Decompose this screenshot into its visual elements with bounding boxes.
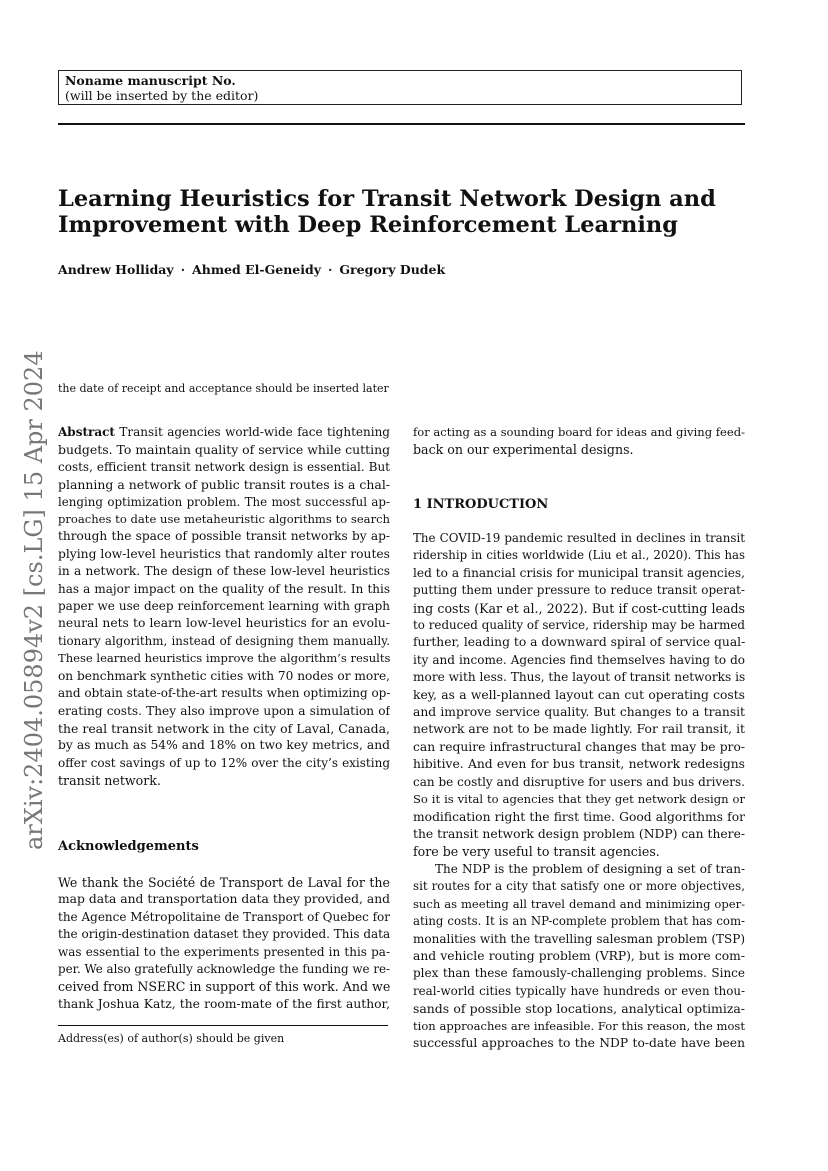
receipt-note: the date of receipt and acceptance should be inserted later: [58, 382, 389, 395]
acknowledgements-block: [58, 874, 390, 1013]
body-line: the transit network design problem (NDP) can there-: [413, 826, 745, 841]
body-line: ing costs (Kar et al., 2022). But if cost-cutting leads: [413, 600, 745, 616]
abstract-line: in a network. The design of these low-level heuristics: [58, 564, 390, 579]
author-name: Ahmed El-Geneidy: [192, 262, 321, 277]
body-line: led to a financial crisis for municipal transit agencies,: [413, 565, 745, 580]
abstract-line: tionary algorithm, instead of designing them manually.: [58, 633, 390, 648]
acknowledgements-line: ceived from NSERC in support of this work. And we: [58, 979, 390, 995]
body-line: key, as a well-planned layout can cut operating costs: [413, 687, 745, 702]
body-line: more with less. Thus, the layout of transit networks is: [413, 670, 745, 685]
body-line: putting them under pressure to reduce transit operat-: [413, 583, 745, 598]
introduction-paragraph-2: [413, 861, 745, 1052]
abstract-line: and obtain state-of-the-art results when optimizing op-: [58, 686, 390, 701]
abstract-line: Transit agencies world-wide face tightening: [119, 425, 390, 439]
manuscript-number-label: Noname manuscript No.: [65, 73, 236, 88]
body-line: The NDP is the problem of designing a set of tran-: [435, 862, 745, 876]
abstract-line: plying low-level heuristics that randomly alter routes: [58, 546, 390, 561]
abstract-block: [58, 424, 390, 790]
abstract-line: These learned heuristics improve the algorithm’s results: [58, 651, 390, 666]
abstract-line: transit network.: [58, 773, 161, 789]
section-heading-introduction: 1 INTRODUCTION: [413, 497, 549, 512]
abstract-line: has a major impact on the quality of the result. In this: [58, 581, 390, 596]
footnote-address: Address(es) of author(s) should be given: [58, 1032, 285, 1045]
abstract-line: lenging optimization problem. The most successful ap-: [58, 494, 390, 509]
acknowledgements-line: We thank the Société de Transport de Laval for the: [58, 875, 390, 890]
body-line: modification right the first time. Good algorithms for: [413, 809, 745, 824]
acknowledgements-line: the origin-destination dataset they provided. This data: [58, 927, 390, 942]
body-line: and vehicle routing problem (VRP), but is more com-: [413, 949, 745, 964]
abstract-line: proaches to date use metaheuristic algorithms to search: [58, 512, 390, 527]
body-line: sands of possible stop locations, analytical optimiza-: [413, 1001, 745, 1017]
author-name: Andrew Holliday: [58, 262, 174, 277]
abstract-line: neural nets to learn low-level heuristics for an evolu-: [58, 616, 390, 631]
paper-title: [58, 186, 748, 238]
body-line: monalities with the travelling salesman problem (TSP): [413, 931, 745, 946]
abstract-line: costs, efficient transit network design is essential. But: [58, 459, 390, 474]
acknowledgements-heading: Acknowledgements: [58, 839, 199, 854]
body-line: The COVID-19 pandemic resulted in declines in transit: [413, 531, 745, 545]
body-line: to reduced quality of service, ridership may be harmed: [413, 618, 745, 633]
acknowledgements-line: was essential to the experiments presented in this pa-: [58, 944, 390, 959]
acknowledgements-line: map data and transportation data they provided, and: [58, 892, 390, 907]
abstract-line: planning a network of public transit routes is a chal-: [58, 477, 390, 493]
acknowledgements-line: thank Joshua Katz, the room-mate of the first author,: [58, 996, 390, 1011]
introduction-paragraph-1: [413, 530, 745, 861]
body-line: successful approaches to the NDP to-date have been: [413, 1036, 745, 1051]
title-line-2: Improvement with Deep Reinforcement Learning: [58, 212, 678, 238]
title-rule: [58, 123, 745, 125]
abstract-line: offer cost savings of up to 12% over the city’s existing: [58, 755, 390, 770]
body-line: ridership in cities worldwide (Liu et al., 2020). This has: [413, 548, 745, 563]
acknowledgements-line: per. We also gratefully acknowledge the funding we re-: [58, 962, 390, 977]
abstract-line: erating costs. They also improve upon a simulation of: [58, 703, 390, 718]
abstract-line: through the space of possible transit networks by ap-: [58, 529, 390, 544]
abstract-line: on benchmark synthetic cities with 70 nodes or more,: [58, 668, 390, 683]
abstract-heading: Abstract: [58, 425, 115, 439]
body-line: further, leading to a downward spiral of service qual-: [413, 635, 745, 650]
author-separator: ·: [180, 262, 186, 277]
abstract-line: the real transit network in the city of Laval, Canada,: [58, 720, 390, 736]
title-line-1: Learning Heuristics for Transit Network Design and: [58, 186, 716, 212]
body-line: sit routes for a city that satisfy one or more objectives,: [413, 879, 745, 894]
body-line: can require infrastructural changes that may be pro-: [413, 739, 745, 754]
abstract-line: paper we use deep reinforcement learning with graph: [58, 599, 390, 614]
body-line: network are not to be made lightly. For rail transit, it: [413, 722, 745, 737]
body-line: hibitive. And even for bus transit, network redesigns: [413, 757, 745, 772]
body-line: ity and income. Agencies find themselves having to do: [413, 652, 745, 667]
body-line: plex than these famously-challenging problems. Since: [413, 966, 745, 981]
footnote-rule: [58, 1025, 388, 1026]
arxiv-identifier-stamp: arXiv:2404.05894v2 [cs.LG] 15 Apr 2024: [20, 350, 48, 850]
editor-note: (will be inserted by the editor): [65, 88, 259, 103]
author-separator: ·: [328, 262, 333, 277]
acknowledgements-line: for acting as a sounding board for ideas and giving feed-: [413, 425, 745, 439]
acknowledgements-line: the Agence Métropolitaine de Transport of Quebec for: [58, 909, 390, 924]
body-line: fore be very useful to transit agencies.: [413, 844, 660, 860]
body-line: and improve service quality. But changes to a transit: [413, 705, 745, 720]
body-line: tion approaches are infeasible. For this reason, the most: [413, 1018, 745, 1033]
abstract-line: budgets. To maintain quality of service while cutting: [58, 442, 390, 458]
body-line: ating costs. It is an NP-complete problem that has com-: [413, 914, 745, 929]
body-line: real-world cities typically have hundreds or even thou-: [413, 983, 745, 998]
abstract-line: by as much as 54% and 18% on two key metrics, and: [58, 738, 390, 753]
body-line: can be costly and disruptive for users and bus drivers.: [413, 774, 745, 789]
acknowledgements-continued: [413, 424, 745, 459]
acknowledgements-line: back on our experimental designs.: [413, 442, 634, 458]
author-name: Gregory Dudek: [339, 262, 446, 277]
author-list: [58, 262, 445, 277]
body-line: such as meeting all travel demand and minimizing oper-: [413, 896, 745, 911]
manuscript-header-box: [58, 70, 742, 105]
body-line: So it is vital to agencies that they get network design or: [413, 792, 745, 807]
